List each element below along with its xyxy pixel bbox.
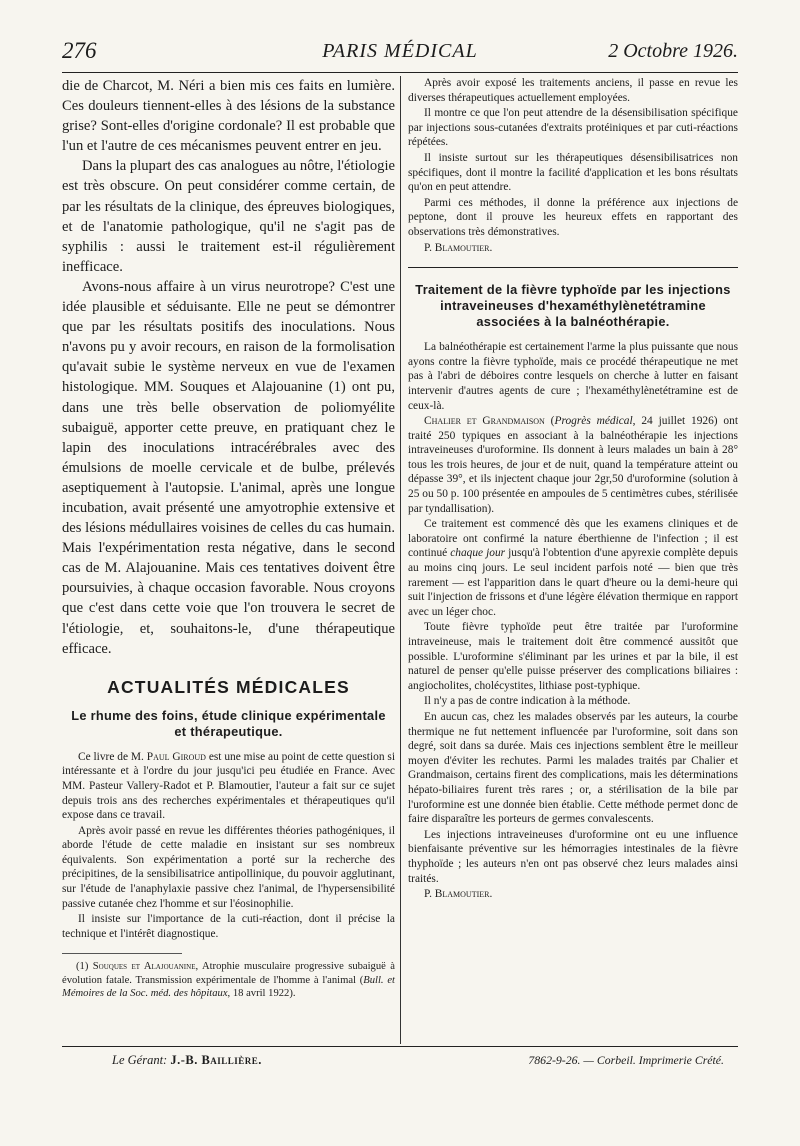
paragraph	[408, 414, 738, 516]
journal-ref: Progrès médical	[554, 415, 633, 428]
gerant-label: Le Gérant:	[112, 1053, 171, 1067]
paragraph: Après avoir passé en revue les différentes théories pathogéniques, il aborde l'étude de cette maladie en insistant sur ses nombreux équivalents. Son expérimentation a porté sur la recherche des précipitines, de la sensibilisatrice antipollinique, du pouvoir agglutinant, sur l'étude de l'anaphylaxie passive chez l'animal, de l'hypersensibilité passive cutanée chez l'homme et sur l'éosinophilie.	[62, 824, 395, 910]
text: est une mise au point de cette question si intéressante et à l'ordre du jour jusqu'ici peu étudiée en France. Avec MM. Pasteur Vallery-Radot et P. Blamoutier, l'auteur a fait sur ce sujet depuis trois ans des recherches expérimentales et thérapeutiques qu'il expose dans ce travail.	[62, 750, 395, 822]
footnote-authors: Souques et Alajouanine	[92, 961, 196, 973]
signature: P. Blamoutier.	[424, 888, 493, 901]
text: , Atrophie musculaire progressive subaiguë à évolution fatale. Transmission expérimentale de l'homme à l'animal (	[62, 961, 395, 986]
paragraph: Après avoir exposé les traitements anciens, il passe en revue les diverses thérapeutiques actuellement employées.	[408, 77, 738, 104]
paragraph: Dans la plupart des cas analogues au nôtre, l'étiologie est très obscure. On peut considérer comme certain, de par les résultats de la clinique, des épreuves biologiques, et de l'anatomie pathologique, qu'il ne s'agit pas de syphilis : aussi le traitement est-il régulièrement inefficace.	[62, 158, 395, 275]
gerant-name: J.-B. Baillière.	[170, 1053, 262, 1067]
paragraph: Toute fièvre typhoïde peut être traitée par l'uroformine intraveineuse, mais le traitement doit être commencé aussitôt que possible. L'uroformine s'éliminant par les urines et par la bile, il est naturel de penser qu'elle puisse préserver des complications biliaires : angiocholites, cholécystites, lithiase post-typhique.	[408, 621, 738, 692]
paragraph: Il n'y a pas de contre indication à la méthode.	[424, 695, 631, 708]
left-column	[62, 76, 395, 1000]
running-header	[62, 38, 738, 73]
paragraph: Avons-nous affaire à un virus neurotrope? C'est une idée plausible et séduisante. Elle ne peut se démontrer que par les résultats positifs des inoculations. Nous n'avons pu y avoir recours, en raison de la formolisation qu'avait subie le système nerveux en vue de l'examen histologique. MM. Souques et Alajouanine (1) ont pu, dans une très belle observation de poliomyélite subaiguë, apporter cette preuve, en pratiquant chez le lapin des inoculations intracérébrales avec des émulsions de moelle cervicale et de bulbe, prélevés aseptiquement à l'autopsie. L'animal, après une longue incubation, avait présenté une amyotrophie extensive et des lésions médullaires voisines de celles du cas humain. Mais l'expérimentation resta négative, dans le second cas de M. Alajouanine. Mais ces tentatives doivent être poursuivies, à chaque occasion favorable. Nous croyons que c'est dans cette voie que l'on trouvera le secret de l'étiologie, et, souhaitons-le, d'une thérapeutique efficace.	[62, 278, 395, 657]
text: Ce traitement est commencé dès que les examens cliniques et de laboratoire ont confirmé la nature éberthienne de l'infection ; il est continué	[408, 518, 738, 560]
paragraph: Il insiste sur l'importance de la cuti-réaction, dont il précise la technique et l'intérêt diagnostique.	[62, 913, 395, 940]
text: , 18 avril 1922).	[227, 987, 296, 999]
page-footer	[62, 1046, 738, 1075]
issue-date: 2 Octobre 1926.	[608, 40, 738, 62]
article-title: Le rhume des foins, étude clinique expérimentale et thérapeutique.	[71, 707, 386, 739]
paragraph	[408, 517, 738, 619]
article-title: Traitement de la fièvre typhoïde par les injections intraveineuses d'hexaméthylènetétramine associées à la balnéothérapie.	[415, 282, 731, 330]
text: Ce livre de M.	[78, 750, 147, 763]
signature: P. Blamoutier.	[424, 241, 493, 254]
author-name: Paul Giroud	[146, 750, 206, 763]
printer-line: 7862-9-26. — Corbeil. Imprimerie Crété.	[528, 1053, 724, 1067]
paragraph: Parmi ces méthodes, il donne la préférence aux injections de peptone, dont il prouve les heureux effets en rapportant des observations très démonstratives.	[408, 196, 738, 238]
publisher-line	[112, 1053, 262, 1068]
text: , 24 juillet 1926) ont traité 250 typiques en associant à la balnéothérapie les injections intraveineuses d'uroformine. Ils donnent à leurs malades un bain à 28° tous les trois heures, de jour et de nuit, quand la température atteint ou dépasse 39°, et ils injectent chaque jour 2gr,50 d'uroformine (solution à 25 ou 50 p. 100 présentée en ampoules de 5 centimètres cubes, stérilisée par tyndallisation).	[408, 415, 738, 515]
article-separator	[408, 267, 738, 268]
footnote-text	[62, 960, 395, 1000]
footnote	[62, 960, 395, 1000]
paragraph: Il montre ce que l'on peut attendre de la désensibilisation spécifique par injections sous-cutanées d'extraits protéiniques et par cuti-réactions répétées.	[408, 107, 738, 149]
paragraph: Les injections intraveineuses d'uroformine ont eu une influence bienfaisante préventive sur les hémorragies intestinales de la fièvre thyphoïde ; les auteurs n'en ont pas observé chez leurs malades ainsi traités.	[408, 828, 738, 885]
footnote-separator	[62, 953, 182, 954]
article-conclusion	[62, 76, 395, 659]
article-body	[62, 750, 395, 942]
section-title: ACTUALITÉS MÉDICALES	[107, 676, 350, 697]
paragraph: La balnéothérapie est certainement l'arme la plus puissante que nous ayons contre la fièvre typhoïde, mais ce procédé thérapeutique ne met pas à l'abri de déboires contre lesquels on cherche à lutter en faisant intervenir d'autres agents de cure ; l'hexaméthylènetétramine est de ceux-là.	[408, 341, 738, 412]
paragraph: die de Charcot, M. Néri a bien mis ces faits en lumière. Ces douleurs tiennent-elles à des lésions de la substance grise? Sont-elles d'origine cordonale? Il est probable que l'un et l'autre de ces mécanismes peuvent entrer en jeu.	[62, 78, 395, 155]
article-continuation	[408, 76, 738, 255]
paragraph: En aucun cas, chez les malades observés par les auteurs, la courbe thermique ne fut nettement influencée par l'uroformine, soit dans son degré, soit dans sa durée. Mais ces injections semblent être le meilleur moyen d'éviter les rechutes. Parmi les malades traités par Chalier et Grandmaison, certains firent des complications, mais les déterminations hépato-biliaires furent très rares ; or, a stérilisation de la bile par l'uroformine est une donnée bien établie. Cette méthode permet donc de faire disparaître les porteurs de germes convalescents.	[408, 710, 738, 826]
paragraph	[62, 750, 395, 823]
page-number: 276	[62, 38, 97, 63]
emphasis: chaque jour	[450, 547, 506, 560]
right-column	[408, 76, 738, 903]
column-rule	[400, 76, 401, 1044]
text: (	[544, 415, 555, 428]
journal-title: PARIS MÉDICAL	[322, 40, 478, 62]
author-name: Chalier et Grandmaison	[424, 415, 545, 428]
text: jusqu'à l'obtention d'une apyrexie complète depuis au moins cinq jours. Le seul incident parfois noté — bien que très rarement — est l'apparition dans le quart d'heure ou la demi-heure qui suit l'injection de frissons et d'une légère élévation thermique en rapport avec un léger choc.	[408, 547, 738, 618]
paragraph: Il insiste surtout sur les thérapeutiques désensibilisatrices non spécifiques, dont il montre la facilité d'application et les bons résultats qu'on en peut attendre.	[408, 151, 738, 194]
footnote-marker: (1)	[76, 961, 93, 973]
footnote-source: Bull. et Mémoires de la Soc. méd. des hôpitaux	[62, 974, 395, 999]
article-body	[408, 340, 738, 902]
